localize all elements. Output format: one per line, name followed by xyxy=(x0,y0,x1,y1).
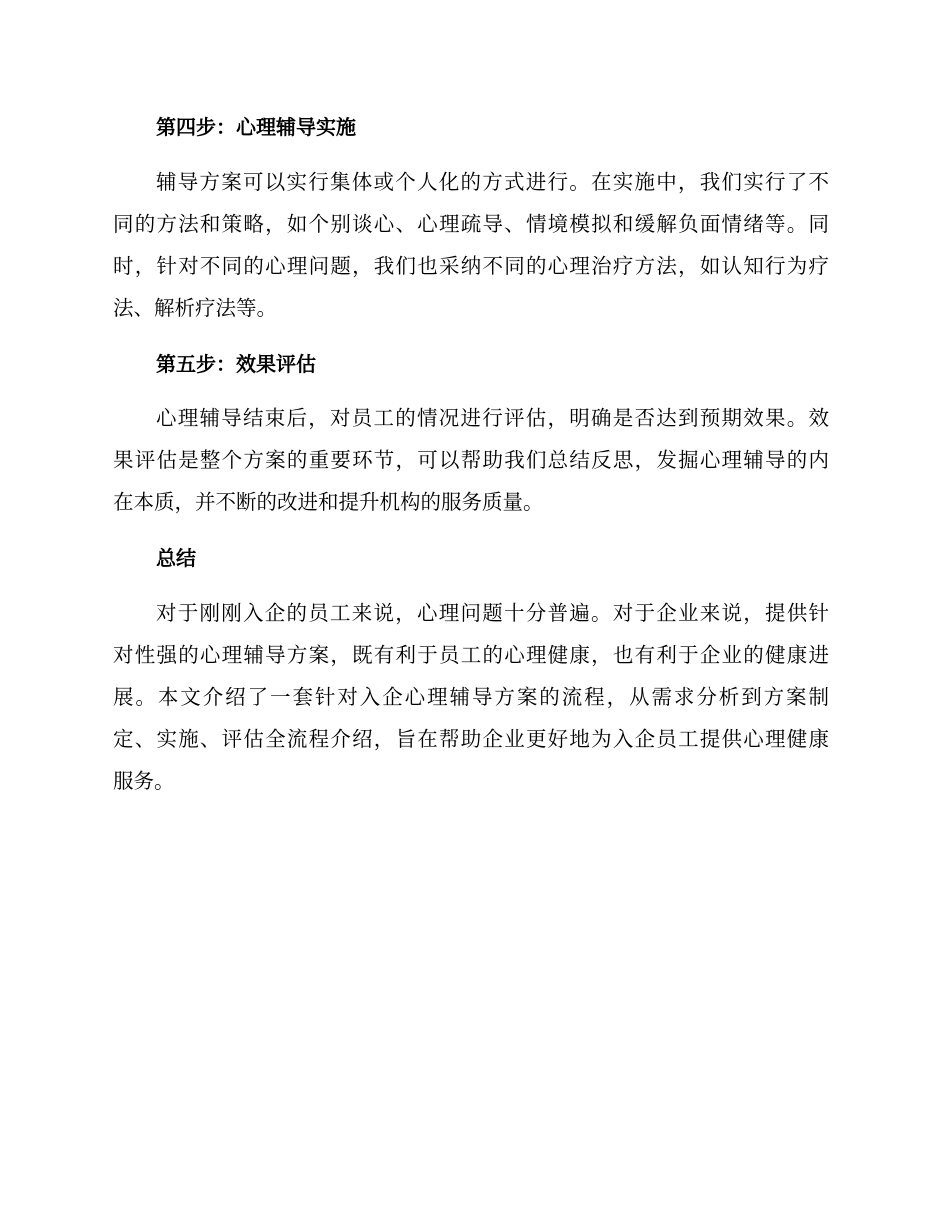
paragraph-line: 定、实施、评估全流程介绍，旨在帮助企业更好地为入企员工提供心理健康 xyxy=(113,727,829,751)
paragraph-line: 展。本文介绍了一套针对入企心理辅导方案的流程，从需求分析到方案制 xyxy=(113,685,829,709)
section-heading-step4: 第四步：心理辅导实施 xyxy=(156,115,356,139)
paragraph-line: 在本质，并不断的改进和提升机构的服务质量。 xyxy=(113,490,544,514)
paragraph-line: 服务。 xyxy=(113,769,175,793)
paragraph-line: 同的方法和策略，如个别谈心、心理疏导、情境模拟和缓解负面情绪等。同 xyxy=(113,212,829,236)
paragraph-line: 法、解析疗法等。 xyxy=(113,296,277,320)
section-heading-summary: 总结 xyxy=(156,546,196,570)
paragraph-line: 辅导方案可以实行集体或个人化的方式进行。在实施中，我们实行了不 xyxy=(156,170,829,194)
paragraph-line: 心理辅导结束后，对员工的情况进行评估，明确是否达到预期效果。效 xyxy=(156,406,829,430)
paragraph-line: 时，针对不同的心理问题，我们也采纳不同的心理治疗方法，如认知行为疗 xyxy=(113,254,829,278)
section-body-step5 xyxy=(113,397,829,523)
section-heading-step5: 第五步：效果评估 xyxy=(156,352,316,376)
section-body-summary xyxy=(113,592,829,802)
paragraph-line: 对性强的心理辅导方案，既有利于员工的心理健康，也有利于企业的健康进 xyxy=(113,643,829,667)
paragraph-line: 果评估是整个方案的重要环节，可以帮助我们总结反思，发掘心理辅导的内 xyxy=(113,448,829,472)
section-body-step4 xyxy=(113,161,829,329)
paragraph-line: 对于刚刚入企的员工来说，心理问题十分普遍。对于企业来说，提供针 xyxy=(156,601,829,625)
